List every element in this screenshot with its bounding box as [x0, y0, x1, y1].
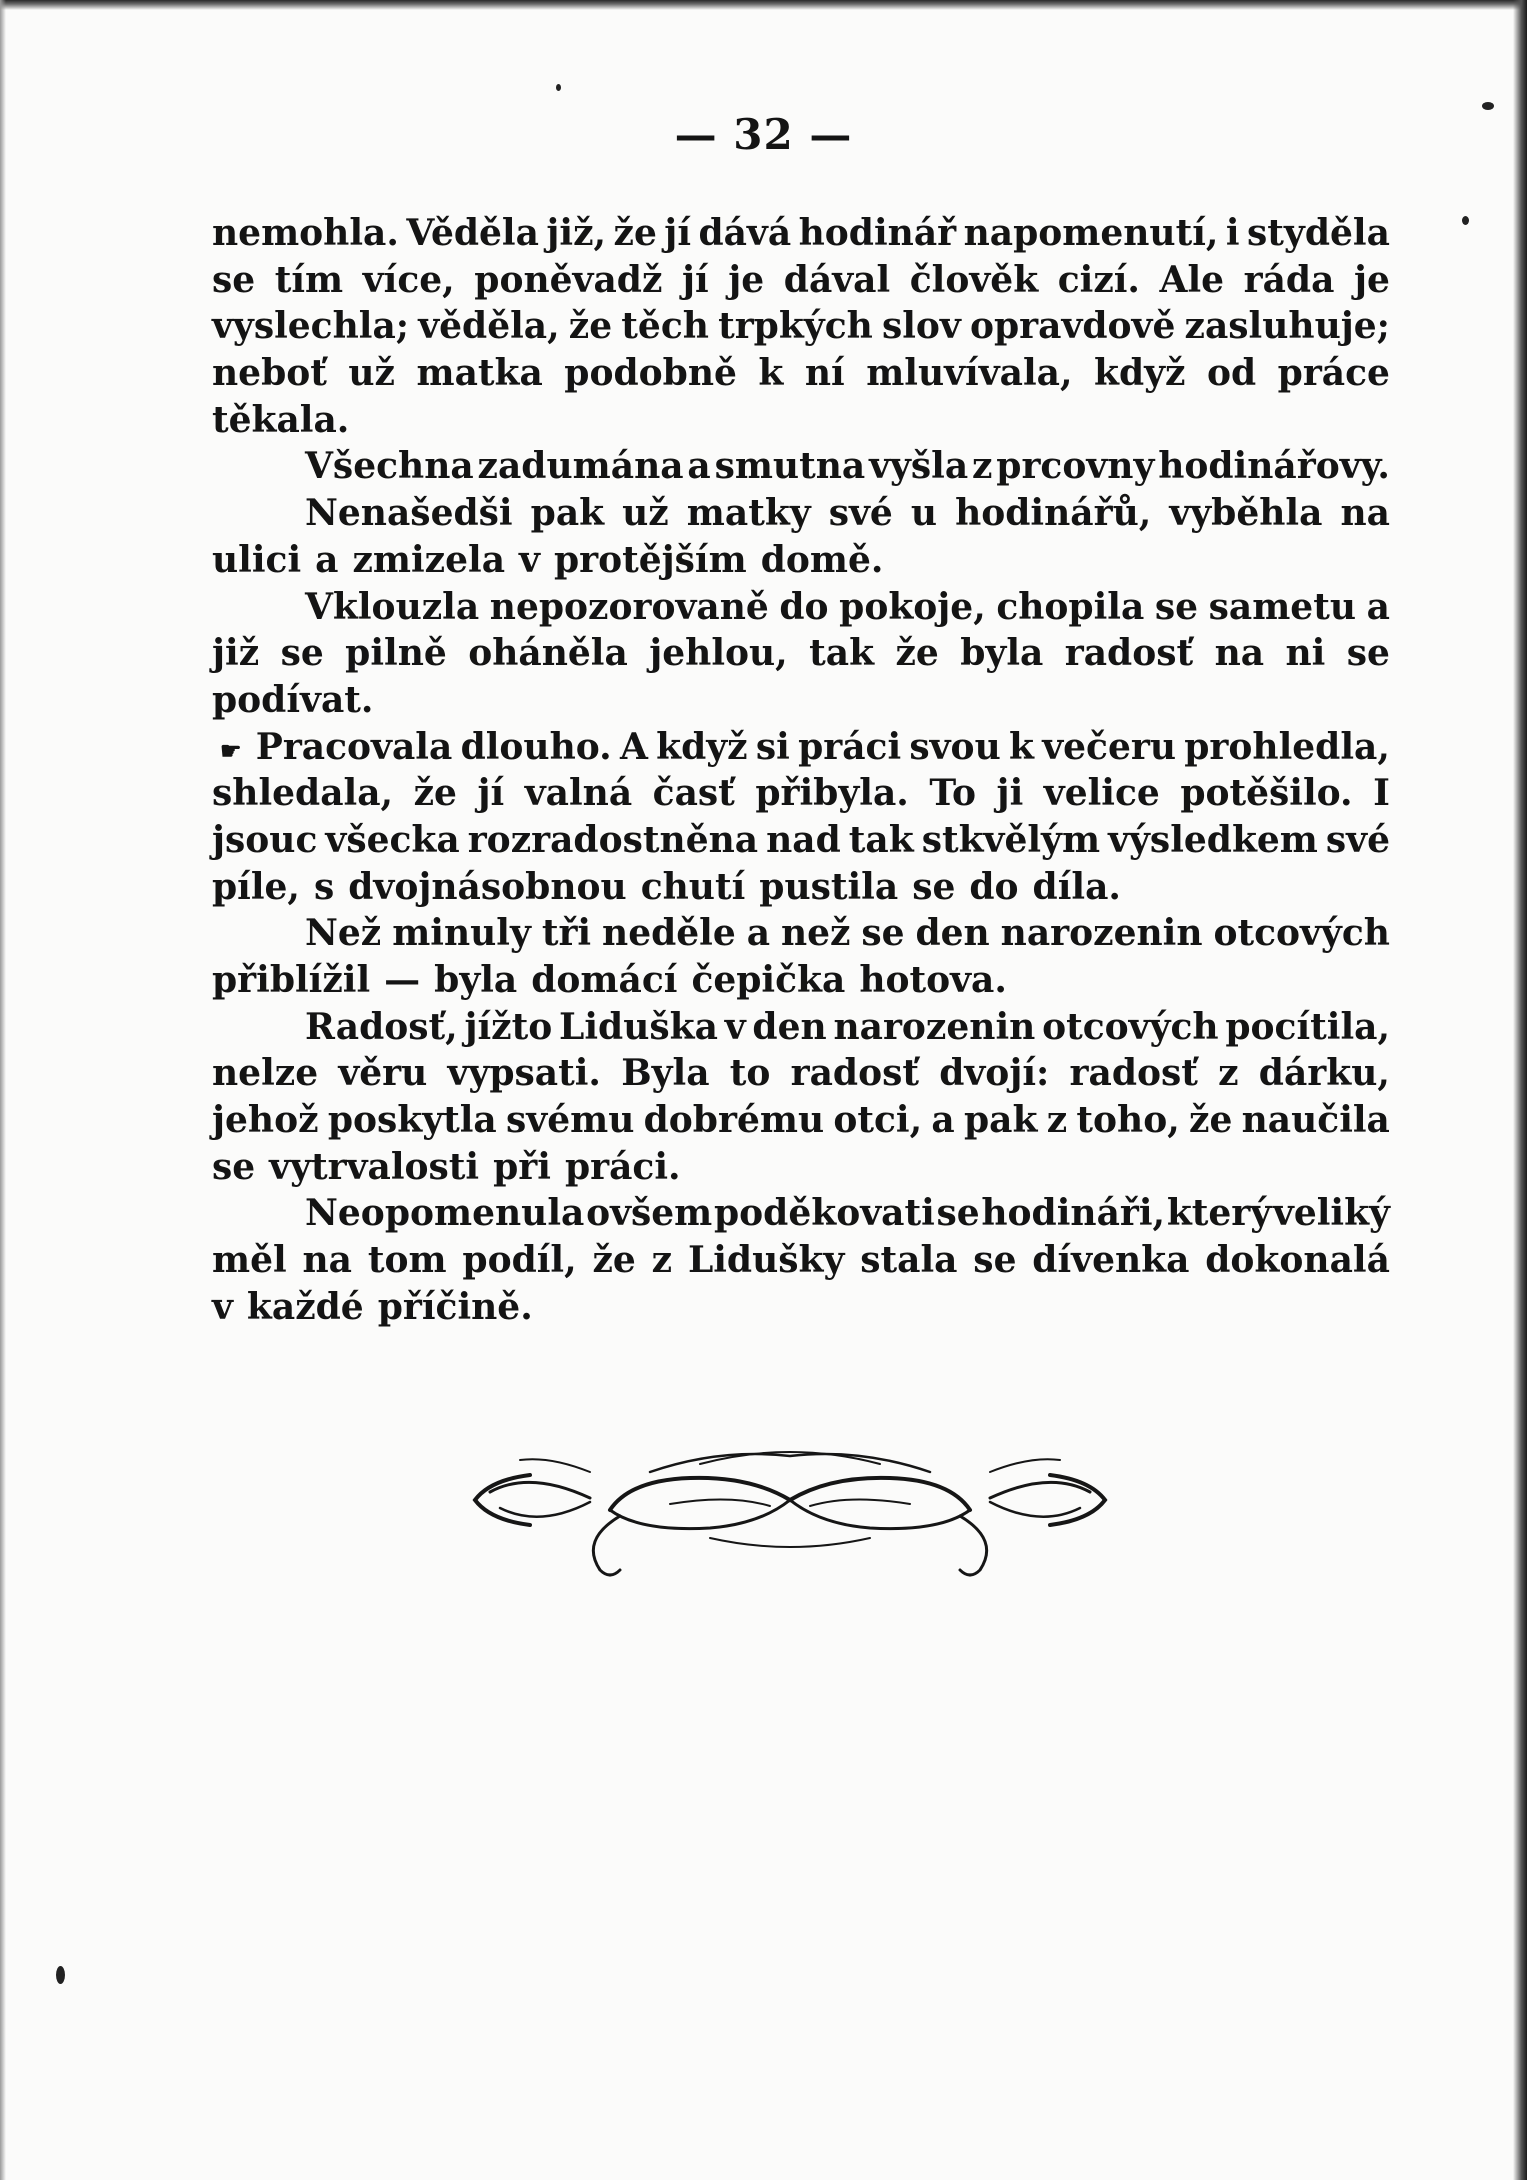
text-line — [212, 677, 1390, 724]
word: otcových — [1213, 912, 1390, 955]
word: Byla — [621, 1052, 710, 1095]
word: svému — [506, 1099, 635, 1142]
word: tak — [848, 818, 914, 861]
word: radosť — [790, 1052, 919, 1095]
word: a — [746, 912, 771, 955]
word: stala — [860, 1239, 958, 1282]
word: ní — [804, 352, 845, 395]
word: se — [936, 1192, 980, 1235]
word: podívat. — [212, 678, 374, 721]
word: dvojí: — [939, 1052, 1050, 1095]
word: že — [895, 632, 939, 675]
word: pak — [963, 1099, 1038, 1142]
word: práci — [798, 725, 902, 768]
text-line — [212, 397, 1390, 444]
text-line — [212, 630, 1390, 677]
word: se — [280, 632, 324, 675]
word: dárku, — [1258, 1052, 1390, 1095]
text-line — [212, 303, 1390, 350]
word: a — [687, 445, 711, 488]
word: píle, — [212, 865, 300, 908]
word: jí — [477, 772, 505, 815]
word: hodináři, — [981, 1192, 1166, 1235]
word: oháněla — [468, 632, 628, 675]
word: zadumána — [477, 445, 684, 488]
word: ovšem — [586, 1192, 713, 1235]
word: I — [1373, 772, 1390, 815]
word: již, — [546, 212, 607, 254]
word: více, — [362, 258, 455, 301]
word: potěšilo. — [1180, 772, 1353, 815]
text-line — [212, 490, 1390, 537]
word: svou — [909, 725, 1001, 768]
word: dával — [783, 258, 891, 301]
word: příčině. — [377, 1285, 533, 1328]
word: na — [302, 1239, 352, 1282]
word: radosť — [1069, 1052, 1198, 1095]
word: pokoje, — [839, 585, 986, 628]
word: se — [973, 1239, 1017, 1282]
word: se — [212, 258, 256, 301]
word: vyšla — [869, 445, 969, 488]
word: A — [619, 725, 648, 768]
word: styděla — [1247, 212, 1390, 254]
word: už — [622, 492, 669, 535]
word: člověk — [909, 258, 1039, 301]
word: protějším — [553, 538, 747, 581]
word: dlouho. — [460, 725, 612, 768]
text-line — [212, 1097, 1390, 1144]
word: pak — [530, 492, 605, 535]
word: opravdově — [969, 305, 1176, 348]
text-line — [212, 1004, 1390, 1051]
word: to — [729, 1052, 771, 1095]
pointing-hand-icon: ☛ — [220, 735, 242, 765]
word: na — [1340, 492, 1390, 535]
word: pustila — [759, 865, 899, 908]
text-line — [212, 584, 1390, 631]
word: chopila — [996, 585, 1145, 628]
word: na — [1214, 632, 1265, 675]
text-line — [212, 443, 1390, 490]
word: jehlou, — [649, 632, 788, 675]
text-line — [212, 724, 1390, 771]
word: se — [212, 1145, 256, 1188]
word: slov — [881, 305, 961, 348]
word: díla. — [1032, 865, 1121, 908]
word: Neopomenula — [305, 1192, 585, 1235]
word: v — [724, 1005, 746, 1048]
word: hodinářů, — [955, 492, 1152, 535]
word: chutí — [640, 865, 746, 908]
word: své — [828, 492, 893, 535]
word: od — [1206, 352, 1257, 395]
word: velice — [1043, 772, 1160, 815]
word: měl — [212, 1239, 287, 1282]
word: do — [779, 585, 829, 628]
word: ji — [996, 772, 1024, 815]
word: neboť — [212, 352, 327, 395]
word: veliký — [1272, 1192, 1390, 1235]
word: Vklouzla — [305, 585, 480, 628]
word: minuly — [392, 912, 531, 955]
word: smutna — [714, 445, 866, 488]
word: narozenin — [1000, 912, 1203, 955]
word: zasluhuje; — [1184, 305, 1390, 348]
word: radosť — [1064, 632, 1194, 675]
word: je — [1354, 258, 1390, 301]
scan-edge-top — [0, 0, 1527, 10]
word: s — [313, 865, 335, 908]
word: do — [969, 865, 1019, 908]
word: zmizela — [352, 538, 506, 581]
word: se — [1154, 585, 1199, 628]
word: vyslechla; — [212, 305, 410, 348]
word: pocítila, — [1225, 1005, 1390, 1048]
word: vyběhla — [1169, 492, 1323, 535]
word: již — [212, 632, 260, 675]
word: ráda — [1243, 258, 1335, 301]
word: když — [656, 725, 748, 768]
word: valná — [524, 772, 633, 815]
word: narozenin — [833, 1005, 1036, 1048]
word: Ale — [1159, 258, 1225, 301]
word: přiblížil — [212, 959, 371, 1001]
word: podíl, — [462, 1239, 577, 1282]
word: nemohla. — [212, 212, 399, 254]
word: Lidušky — [687, 1239, 845, 1282]
word: otci, — [833, 1099, 923, 1142]
word: Liduška — [559, 1005, 718, 1048]
word: všecka — [325, 818, 460, 861]
word: časť — [652, 772, 735, 815]
word: tím — [274, 258, 344, 301]
text-line — [212, 910, 1390, 957]
word: poněvadž — [474, 258, 663, 301]
word: si — [755, 725, 790, 768]
word: věděla, — [418, 305, 560, 348]
word: v — [519, 538, 540, 581]
word: který — [1166, 1192, 1272, 1235]
ink-speck — [556, 84, 561, 91]
word: dokonalá — [1205, 1239, 1390, 1282]
word: se — [1346, 632, 1390, 675]
word: dobrému — [643, 1099, 825, 1142]
word: z — [972, 445, 993, 488]
word: byla — [960, 632, 1044, 675]
word: byla — [434, 959, 518, 1001]
text-line — [212, 770, 1390, 817]
word: se — [912, 865, 956, 908]
word: jsouc — [212, 818, 318, 861]
word: i — [1225, 212, 1240, 254]
word: prcovny — [996, 445, 1155, 488]
word: večeru — [1042, 725, 1176, 768]
word: se — [861, 912, 905, 955]
word: čepička — [691, 959, 846, 1001]
word: Radosť, — [305, 1005, 458, 1048]
word: z — [1046, 1099, 1068, 1142]
word: vytrvalosti — [269, 1145, 480, 1188]
word: k — [758, 352, 784, 395]
text-line — [212, 1190, 1390, 1237]
word: naučila — [1241, 1099, 1390, 1142]
word: přibyla. — [755, 772, 909, 815]
word: Věděla — [406, 212, 539, 254]
word: prohledla, — [1184, 725, 1390, 768]
decorative-flourish — [470, 1420, 1110, 1580]
word: Pracovala — [255, 725, 453, 768]
word: jehož — [212, 1099, 319, 1142]
word: domě. — [760, 538, 884, 581]
word: dívenka — [1032, 1239, 1190, 1282]
word: při — [493, 1145, 551, 1188]
word: než — [780, 912, 851, 955]
word: stkvělým — [921, 818, 1101, 861]
word: z — [651, 1239, 673, 1282]
word: z — [1218, 1052, 1239, 1095]
ink-speck — [1462, 216, 1469, 225]
word: nad — [766, 818, 841, 861]
word: nelze — [212, 1052, 319, 1095]
word: jí — [681, 258, 709, 301]
word: jížto — [464, 1005, 553, 1048]
text-line — [212, 350, 1390, 397]
word: mluvívala, — [866, 352, 1073, 395]
scan-edge-right — [1513, 0, 1527, 2180]
word: a — [315, 538, 339, 581]
word: že — [568, 305, 613, 348]
word: ulici — [212, 538, 302, 581]
word: tak — [809, 632, 875, 675]
word: jí — [664, 212, 691, 254]
word: nepozorovaně — [489, 585, 769, 628]
word: sametu — [1208, 585, 1357, 628]
word: a — [931, 1099, 955, 1142]
word: rozradostněna — [467, 818, 759, 861]
word: výsledkem — [1108, 818, 1318, 861]
word: podobně — [564, 352, 737, 395]
word: napomenutí, — [963, 212, 1219, 254]
body-text — [212, 210, 1390, 1331]
word: když — [1094, 352, 1186, 395]
word: u — [910, 492, 938, 535]
word: shledala, — [212, 772, 394, 815]
word: tři — [541, 912, 592, 955]
text-line — [212, 210, 1390, 257]
word: dvojnásobnou — [348, 865, 627, 908]
word: toho, — [1076, 1099, 1180, 1142]
word: ni — [1285, 632, 1326, 675]
text-line — [212, 1050, 1390, 1097]
word: neděle — [602, 912, 736, 955]
word: v — [212, 1285, 233, 1328]
word: věru — [338, 1052, 428, 1095]
word: vypsati. — [447, 1052, 601, 1095]
word: hodinář — [798, 212, 957, 254]
page-number: — 32 — — [674, 110, 853, 159]
text-line — [212, 257, 1390, 304]
word: hotova. — [859, 959, 1007, 1001]
word: poděkovati — [714, 1192, 935, 1235]
scan-edge-left — [0, 0, 6, 2180]
word: Než — [305, 912, 382, 955]
word: tom — [367, 1239, 447, 1282]
word: poskytla — [327, 1099, 497, 1142]
word: pilně — [345, 632, 447, 675]
word: dává — [698, 212, 792, 254]
word: každé — [246, 1285, 364, 1328]
word: své — [1325, 818, 1390, 861]
word: — — [384, 959, 421, 1001]
word: hodinářovy. — [1158, 445, 1390, 488]
text-line — [212, 957, 1390, 1004]
word: Nenašedši — [305, 492, 513, 535]
word: den — [915, 912, 990, 955]
word: těkala. — [212, 398, 350, 441]
word: práce — [1277, 352, 1390, 395]
text-line — [212, 1144, 1390, 1191]
word: matky — [686, 492, 811, 535]
word: To — [929, 772, 977, 815]
text-line — [212, 537, 1390, 584]
word: že — [613, 212, 657, 254]
word: Všechna — [305, 445, 474, 488]
word: že — [1189, 1099, 1233, 1142]
ink-speck — [1482, 102, 1494, 110]
word: těch — [621, 305, 709, 348]
word: a — [1366, 585, 1390, 628]
ink-speck — [56, 1966, 65, 1984]
text-line — [212, 1284, 1390, 1331]
word: k — [1009, 725, 1034, 768]
word: trpkých — [718, 305, 873, 348]
word: že — [592, 1239, 636, 1282]
word: matka — [416, 352, 543, 395]
word: domácí — [531, 959, 678, 1001]
word: práci. — [564, 1145, 681, 1188]
text-line — [212, 864, 1390, 911]
word: je — [728, 258, 765, 301]
text-line — [212, 1237, 1390, 1284]
word: otcových — [1042, 1005, 1219, 1048]
word: už — [348, 352, 395, 395]
word: že — [413, 772, 457, 815]
text-line — [212, 817, 1390, 864]
word: den — [752, 1005, 827, 1048]
word: cizí. — [1057, 258, 1140, 301]
